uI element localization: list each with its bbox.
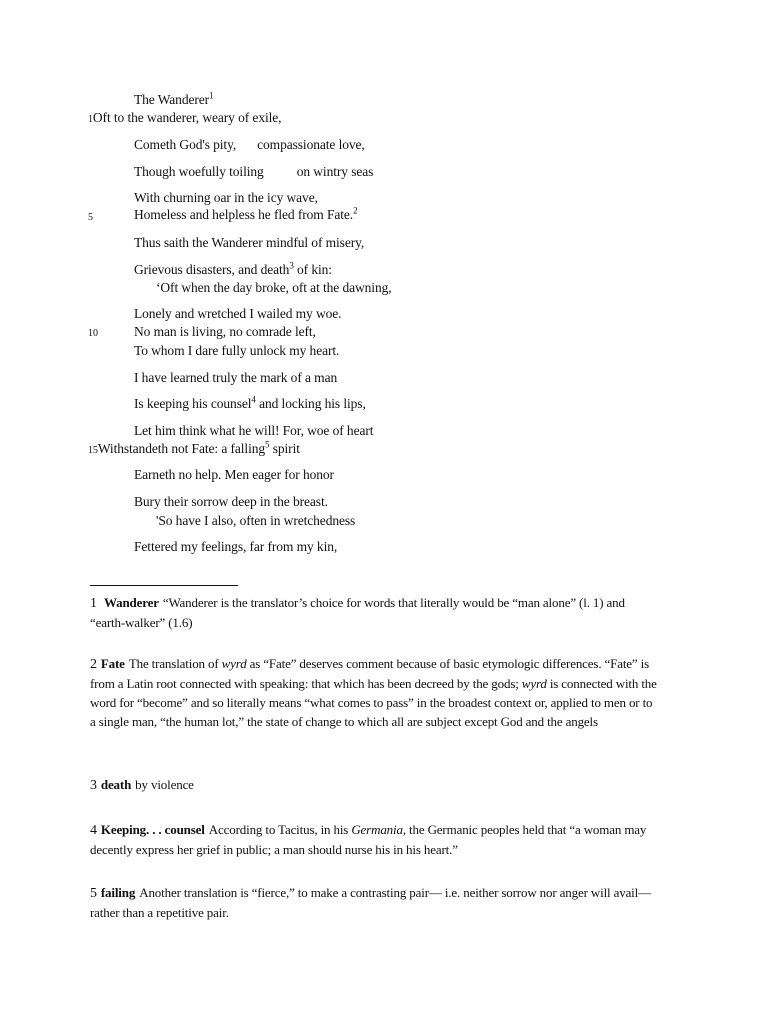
line-number: 1 (88, 114, 93, 125)
poem-line: 'So have I also, often in wretchedness (156, 513, 356, 528)
poem-line: Bury their sorrow deep in the breast. (134, 494, 328, 509)
footnote-1: 1 Wanderer “Wanderer is the translator’s choice for words that literally would be “man alone” (l. 1) and “earth-walker” (1.6) (90, 595, 625, 630)
poem-line (88, 110, 281, 128)
poem-line: With churning oar in the icy wave, (134, 190, 318, 205)
footnote-4: 4 Keeping. . . counsel According to Tacitus, in his Germania, the Germanic peoples held that “a woman may decently express her grief in public; a man should nurse his in his heart.” (90, 822, 647, 857)
poem-line: 15Withstandeth not Fate: a falling$^5$ spirit (88, 441, 300, 459)
poem-line: Lonely and wretched I wailed my woe. (134, 306, 342, 321)
line-number: 10 (88, 328, 98, 339)
poem-line: To whom I dare fully unlock my heart. (134, 343, 340, 358)
footnote-marker[interactable]: 3 (289, 260, 294, 271)
line-number: 15 (88, 445, 98, 456)
poem-line: I have learned truly the mark of a man (134, 370, 338, 385)
footnote-separator (90, 585, 238, 586)
poem-line: Thus saith the Wanderer mindful of misery, (134, 235, 365, 250)
footnote-marker[interactable]: 1 (209, 90, 214, 101)
poem-line: Though woefully toiling on wintry seas (134, 164, 374, 179)
footnote-2: 2 Fate The translation of wyrd as “Fate” deserves comment because of basic etymologic differences. “Fate” is from a Latin root connected with speaking: that which has been decreed by the gods; wyrd is connected with the word for “become” and so literally means “what comes to pass” in the broadest context or, applied to men or to a single man, “the human lot,” the state of change to which all are subject except God and the angels (90, 656, 657, 729)
poem-line: No man is living, no comrade left, (134, 324, 316, 339)
poem-line: Grievous disasters, and death$^3$ of kin: (134, 260, 332, 277)
poem-line-text: Oft to the wanderer, weary of exile, (92, 110, 282, 125)
footnote-3: 3 death by violence (90, 777, 194, 793)
footnote-marker[interactable]: 2 (353, 205, 358, 216)
poem-line: Cometh God's pity, compassionate love, (134, 137, 365, 152)
line-number: 5 (88, 212, 93, 223)
poem-title: The Wanderer$^1$ (134, 90, 214, 107)
footnote-marker[interactable]: 4 (251, 394, 256, 405)
poem-line: Homeless and helpless he fled from Fate.$^2$ (134, 205, 358, 222)
poem-line: ‘Oft when the day broke, oft at the dawning, (156, 280, 392, 295)
poem-line: Is keeping his counsel$^4$ and locking his lips, (134, 394, 366, 411)
footnote-5: 5 failing Another translation is “fierce,” to make a contrasting pair— i.e. neither sorrow nor anger will avail—rather than a repetitive pair. (90, 885, 651, 920)
poem-line: Fettered my feelings, far from my kin, (134, 539, 338, 554)
poem-line: Let him think what he will! For, woe of heart (134, 423, 374, 438)
poem-line: Earneth no help. Men eager for honor (134, 467, 334, 482)
footnote-marker[interactable]: 5 (265, 439, 270, 450)
